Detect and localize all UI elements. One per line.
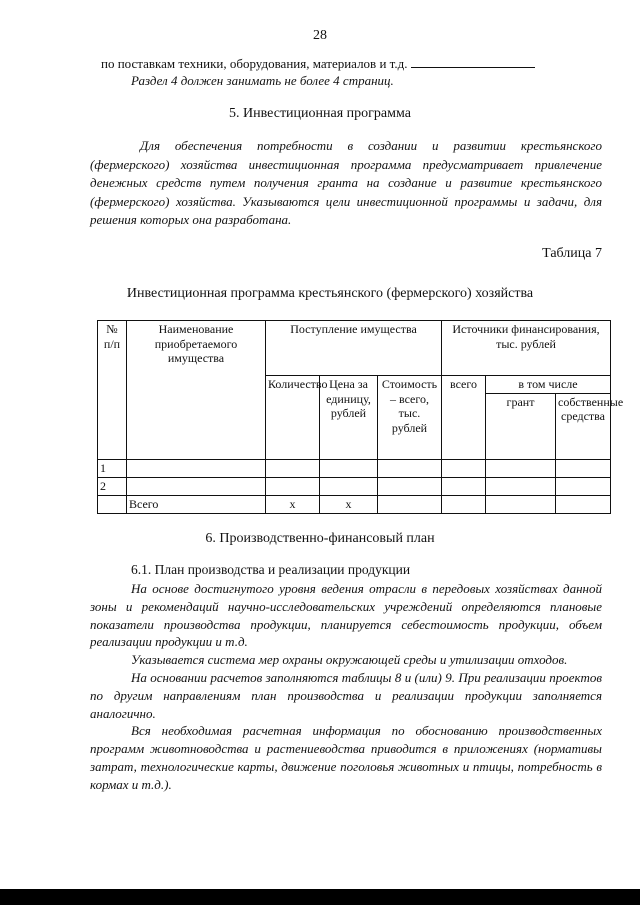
- table-caption: Инвестиционная программа крестьянского (фермерского) хозяйства: [126, 286, 534, 301]
- intro-line: [101, 55, 535, 72]
- header-total: всего: [442, 376, 486, 460]
- header-own-funds: собственные средства: [556, 393, 611, 459]
- table-row: [98, 477, 611, 495]
- cell-qty: [266, 477, 320, 495]
- subsection-heading: 6.1. План производства и реализации продукции: [131, 562, 411, 577]
- cell-grant: [486, 477, 556, 495]
- cell-qty: х: [266, 495, 320, 513]
- section6-body: [90, 580, 602, 794]
- header-grant: грант: [486, 393, 556, 459]
- paragraph: Вся необходимая расчетная информация по обоснованию производственных программ животноводства и растениеводства приводится в приложениях (нормативы затрат, технологические карты, движение поголовья животных и птицы, потребность в кормах и т.д.).: [90, 723, 602, 792]
- cell-grant: [486, 495, 556, 513]
- header-sources: Источники финансирования, тыс. рублей: [442, 321, 611, 376]
- cell-own: [556, 459, 611, 477]
- header-unit-price: Цена за единицу, рублей: [320, 376, 378, 460]
- cell-price: х: [320, 495, 378, 513]
- table-total-row: [98, 495, 611, 513]
- cell-total: [442, 459, 486, 477]
- cell-own: [556, 495, 611, 513]
- table-row: [98, 459, 611, 477]
- header-name: Наименование приобретаемого имущества: [127, 321, 266, 460]
- table-number: Таблица 7: [542, 246, 602, 261]
- section5-paragraph: Для обеспечения потребности в создании и развитии крестьянского (фермерского) хозяйства инвестиционная программа предусматривает привлечение денежных средств путем получения гранта на создание и развитие крестьянского (фермерского) хозяйства. Указываются цели инвестиционной программы и задачи, для решения которых она разработана.: [90, 138, 602, 227]
- paragraph: На основе достигнутого уровня ведения отрасли в передовых хозяйствах данной зоны и рекомендаций научно-исследовательских учреждений определяются плановые показатели производства продукции, планируется себестоимость продукции, объем реализации продукции и т.д.: [90, 581, 602, 650]
- paragraph: Указывается система мер охраны окружающей среды и утилизации отходов.: [131, 652, 568, 668]
- cell-total: [442, 495, 486, 513]
- intro-text: по поставкам техники, оборудования, материалов и т.д.: [101, 56, 408, 71]
- cell-name: [127, 477, 266, 495]
- cell-cost: [378, 459, 442, 477]
- header-num: № п/п: [98, 321, 127, 460]
- header-cost: Стоимость – всего, тыс. рублей: [378, 376, 442, 460]
- cell-price: [320, 459, 378, 477]
- paragraph: На основании расчетов заполняются таблицы 8 и (или) 9. При реализации проектов по другим направлениям план производства и реализации продукции заполняется аналогично.: [90, 669, 602, 721]
- cell-grant: [486, 459, 556, 477]
- cell-price: [320, 477, 378, 495]
- header-including: в том числе: [486, 376, 611, 394]
- table-header-row: [98, 321, 611, 376]
- section6-heading: 6. Производственно-финансовый план: [205, 531, 435, 546]
- header-receipt: Поступление имущества: [266, 321, 442, 376]
- fill-in-underline: [411, 55, 535, 68]
- scan-bottom-edge: [0, 889, 640, 905]
- cell-name: Всего: [127, 495, 266, 513]
- page-number: 28: [313, 28, 327, 43]
- cell-own: [556, 477, 611, 495]
- cell-cost: [378, 477, 442, 495]
- cell-qty: [266, 459, 320, 477]
- investment-program-table: [97, 320, 624, 514]
- cell-num: 1: [98, 459, 127, 477]
- cell-name: [127, 459, 266, 477]
- cell-total: [442, 477, 486, 495]
- header-qty: Количество: [266, 376, 320, 460]
- section-length-note: Раздел 4 должен занимать не более 4 страниц.: [131, 73, 394, 88]
- cell-cost: [378, 495, 442, 513]
- section5-heading: 5. Инвестиционная программа: [229, 106, 411, 121]
- cell-num: [98, 495, 127, 513]
- cell-num: 2: [98, 477, 127, 495]
